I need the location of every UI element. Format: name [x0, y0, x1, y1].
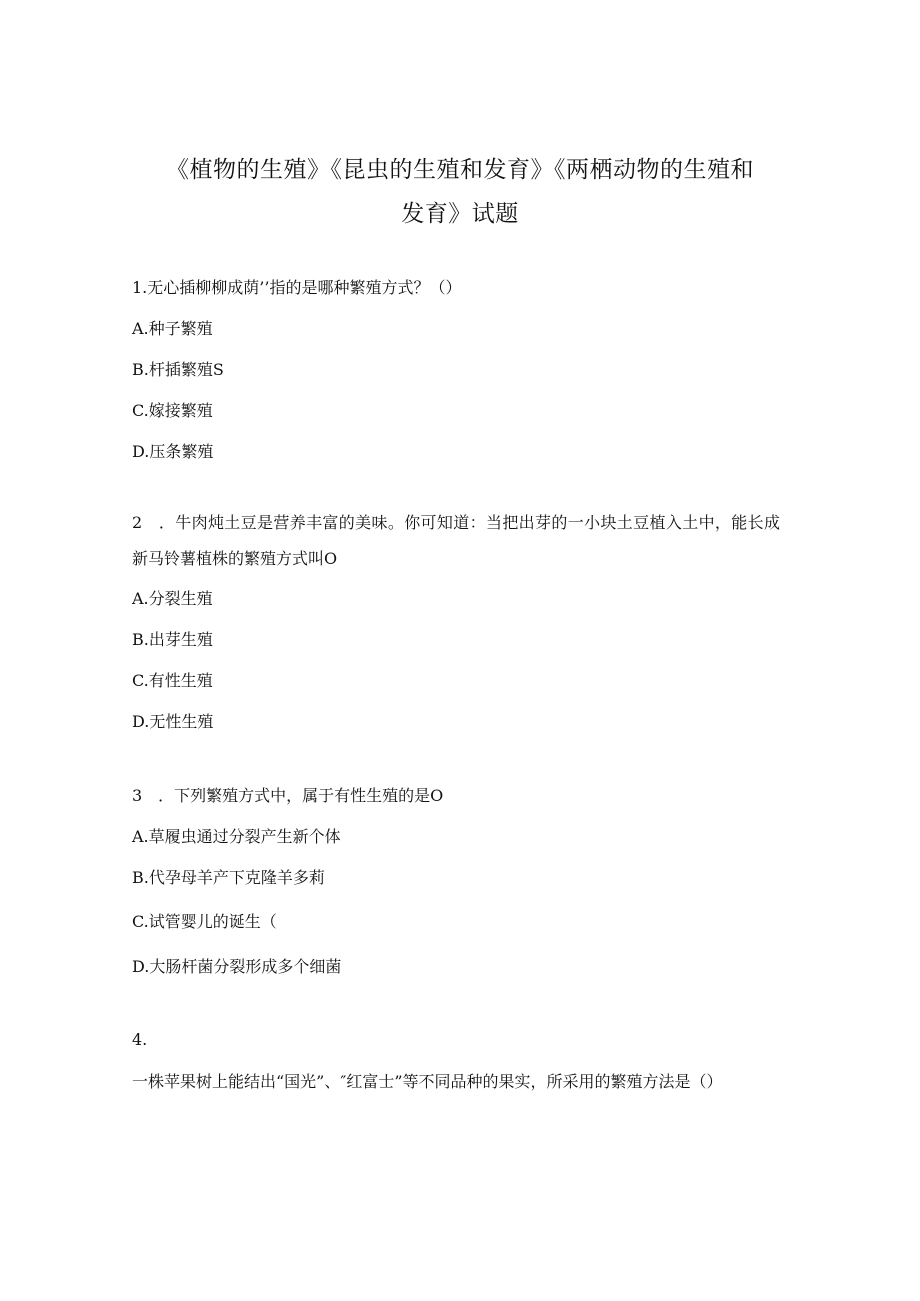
question-3-stem: 3 ．下列繁殖方式中，属于有性生殖的是O [132, 786, 444, 805]
question-2-option-a: A.分裂生殖 [132, 589, 213, 608]
question-2-option-c: C.有性生殖 [132, 671, 213, 690]
question-4-number: 4. [132, 1030, 148, 1049]
question-4-stem: 一株苹果树上能结出“国光”、″红富士”等不同品种的果实，所采用的繁殖方法是（） [132, 1072, 723, 1091]
question-1-option-c: C.嫁接繁殖 [132, 401, 213, 420]
question-3-option-c: C.试管婴儿的诞生（ [132, 912, 277, 931]
question-1-option-b: B.杆插繁殖S [132, 360, 224, 379]
question-1-option-a: A.种子繁殖 [132, 319, 213, 338]
document-title [130, 148, 790, 236]
question-1-option-d: D.压条繁殖 [132, 442, 214, 461]
question-3-option-b: B.代孕母羊产下克隆羊多莉 [132, 868, 325, 887]
title-line-2: 发育》试题 [401, 201, 519, 227]
question-3-option-d: D.大肠杆菌分裂形成多个细菌 [132, 957, 342, 976]
question-2-option-d: D.无性生殖 [132, 712, 214, 731]
question-1-stem: 1.无心插柳柳成荫’’指的是哪种繁殖方式？（） [132, 278, 462, 297]
question-2-option-b: B.出芽生殖 [132, 630, 213, 649]
question-3-option-a: A.草履虫通过分裂产生新个体 [132, 827, 341, 846]
title-line-1: 《植物的生殖》《昆虫的生殖和发育》《两栖动物的生殖和 [166, 157, 754, 183]
question-2-stem: 2 ．牛肉炖土豆是营养丰富的美味。你可知道：当把出芽的一小块土豆植入土中，能长成新马铃薯植株的繁殖方式叫O [132, 513, 780, 568]
